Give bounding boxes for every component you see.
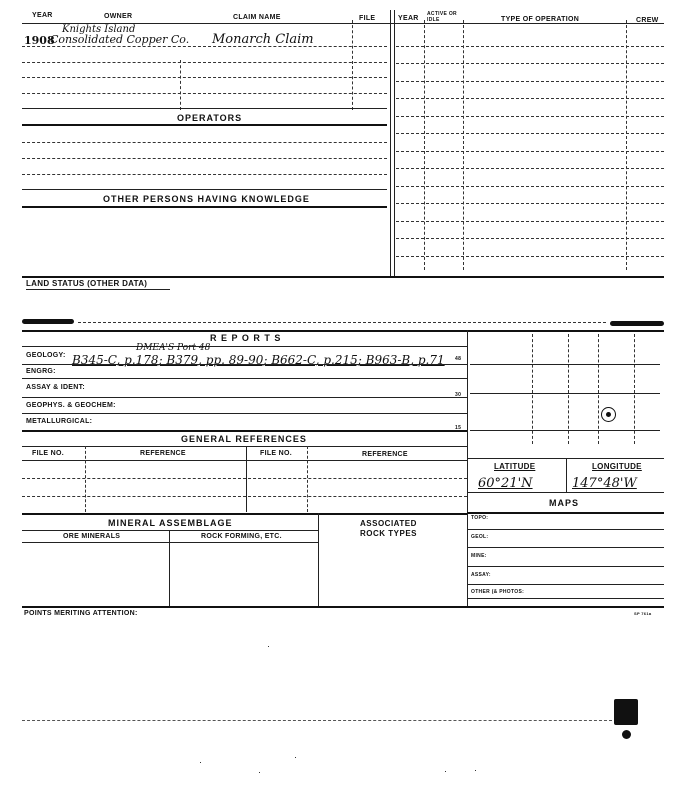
ore-minerals-label: ORE MINERALS <box>63 533 121 540</box>
scan-mark-left <box>22 319 74 324</box>
topo-line <box>467 529 664 530</box>
latitude-label: LATITUDE <box>494 462 536 471</box>
top-section-bottom-rule <box>22 276 664 278</box>
mineral-col-divider <box>169 530 170 607</box>
reference-col-header: REFERENCE <box>140 450 186 457</box>
operators-rule <box>22 124 387 126</box>
operation-row-line <box>396 98 664 99</box>
type-crew-divider <box>626 20 627 270</box>
references-header-rule <box>22 460 467 461</box>
metallurgical-label: METALLURGICAL: <box>26 418 93 425</box>
metallurgical-rule <box>22 430 467 432</box>
claims-row-line <box>22 46 387 47</box>
assay-line <box>22 397 467 398</box>
engrg-label: ENGRG: <box>26 368 56 375</box>
geology-label: GEOLOGY: <box>26 352 66 359</box>
scan-artifact-dot <box>622 730 631 739</box>
ref-col-divider <box>246 446 247 512</box>
operation-row-line <box>396 256 664 257</box>
file-no-col-header: FILE NO. <box>32 450 64 457</box>
reference-row-line <box>22 496 467 497</box>
owner-claim-divider <box>180 60 181 110</box>
general-references-title: GENERAL REFERENCES <box>181 434 307 444</box>
grid-line <box>634 334 635 444</box>
points-meriting-attention-label: POINTS MERITING ATTENTION: <box>24 610 138 617</box>
form-bottom-rule <box>22 606 664 608</box>
active-idle-header: ACTIVE OR IDLE <box>427 11 457 23</box>
scan-mark-right <box>610 321 664 326</box>
claim-file-divider <box>352 20 353 110</box>
operation-row-line <box>396 221 664 222</box>
claim-name-value: Monarch Claim <box>212 32 314 47</box>
claim-name-header: CLAIM NAME <box>233 14 281 21</box>
operation-row-line <box>396 46 664 47</box>
mineral-assemblage-rule <box>22 530 318 531</box>
crew-header: CREW <box>636 17 659 24</box>
operators-label: OPERATORS <box>177 113 243 123</box>
year-active-divider <box>424 20 425 270</box>
scan-speck <box>445 771 446 772</box>
geophys-line <box>22 413 467 414</box>
claims-operations-divider-2 <box>394 10 395 278</box>
claims-row-line <box>22 93 387 94</box>
reports-title: R E P O R T S <box>210 333 282 343</box>
operation-row-line <box>396 81 664 82</box>
mineral-rock-divider <box>318 513 319 607</box>
grid-line <box>598 334 599 444</box>
operation-row-line <box>396 203 664 204</box>
operation-row-line <box>396 63 664 64</box>
ref-col-divider <box>85 446 86 512</box>
references-bottom-rule <box>22 513 467 515</box>
operation-row-line <box>396 238 664 239</box>
operation-row-line <box>396 168 664 169</box>
reference2-col-header: REFERENCE <box>362 451 408 458</box>
longitude-value: 147°48'W <box>572 476 637 491</box>
grid-line <box>470 364 660 365</box>
claims-row-line <box>22 108 387 109</box>
general-references-rule <box>22 446 467 447</box>
operation-row-line <box>396 151 664 152</box>
land-status-underline <box>26 289 170 290</box>
other-persons-rule <box>22 206 387 208</box>
engrg-line <box>22 378 467 379</box>
geology-value: B345-C, p.178; B379, pp. 89-90; B662-C, p.215; B963-B, p.71 <box>72 353 445 367</box>
coordinates-rule <box>467 492 664 493</box>
grid-line <box>532 334 533 444</box>
other-persons-label: OTHER PERSONS HAVING KNOWLEDGE <box>103 194 310 204</box>
maps-title: MAPS <box>549 498 580 508</box>
claims-operations-divider <box>390 10 391 278</box>
geology-note: DMEA'S Port 48 <box>136 343 211 353</box>
operation-row-line <box>396 133 664 134</box>
claims-row-line <box>22 77 387 78</box>
scan-artifact-line <box>22 720 612 721</box>
operators-row-line <box>22 142 387 143</box>
longitude-label: LONGITUDE <box>592 462 642 471</box>
scan-speck <box>259 772 260 773</box>
topo-label: TOPO: <box>471 515 489 521</box>
reports-top-rule <box>22 330 664 332</box>
other-line <box>467 598 664 599</box>
land-status-label: LAND STATUS (OTHER DATA) <box>26 279 148 288</box>
operation-row-line <box>396 186 664 187</box>
geol-map-label: GEOL: <box>471 534 489 540</box>
mineral-subheader-rule <box>22 542 318 543</box>
assay-ident-label: ASSAY & IDENT: <box>26 384 86 391</box>
operators-row-line <box>22 174 387 175</box>
file-header: FILE <box>359 15 376 22</box>
reports-title-rule <box>22 346 467 347</box>
form-number: SP 761a <box>634 611 652 616</box>
owner-header: OWNER <box>104 13 133 20</box>
associated-rock-types-label: ASSOCIATED ROCK TYPES <box>360 519 418 538</box>
operation-row-line <box>396 116 664 117</box>
claim-year: 1908 <box>24 34 55 47</box>
latitude-value: 60°21'N <box>478 476 533 491</box>
operators-row-line <box>22 158 387 159</box>
margin-number-30: 30 <box>455 392 462 398</box>
scan-artifact-block <box>614 699 638 725</box>
scan-speck <box>295 757 296 758</box>
rock-forming-label: ROCK FORMING, ETC. <box>201 533 282 540</box>
mineral-assemblage-title: MINERAL ASSEMBLAGE <box>108 518 233 528</box>
scan-speck <box>200 762 201 763</box>
grid-line <box>470 393 660 394</box>
assay-map-label: ASSAY: <box>471 572 491 578</box>
claims-row-line <box>22 62 387 63</box>
scan-speck <box>475 770 476 771</box>
active-type-divider <box>463 20 464 270</box>
reports-top-dashed-rule <box>78 322 606 323</box>
geol-line <box>467 547 664 548</box>
margin-number-15: 15 <box>455 425 462 431</box>
grid-line <box>568 334 569 444</box>
scan-speck <box>268 646 269 647</box>
reference-row-line <box>22 478 467 479</box>
other-photos-label: OTHER (& PHOTOS: <box>471 589 525 595</box>
mine-map-label: MINE: <box>471 553 487 559</box>
year-header: YEAR <box>32 12 53 19</box>
geology-line <box>22 364 467 365</box>
ref-col-divider <box>307 446 308 512</box>
operators-row-line <box>22 189 387 190</box>
type-of-operation-header: TYPE OF OPERATION <box>501 16 580 23</box>
file-no2-col-header: FILE NO. <box>260 450 292 457</box>
year2-header: YEAR <box>398 15 419 22</box>
owner-line1: Knights Island <box>62 24 136 35</box>
maps-rule <box>467 512 664 514</box>
geophys-geochem-label: GEOPHYS. & GEOCHEM: <box>26 402 116 409</box>
location-marker-icon <box>601 407 616 422</box>
owner-line2: Consolidated Copper Co. <box>50 33 190 46</box>
lat-long-divider <box>566 458 567 492</box>
assay-line-maps <box>467 584 664 585</box>
margin-number-48: 48 <box>455 356 462 362</box>
grid-line <box>470 430 660 431</box>
mine-line <box>467 566 664 567</box>
